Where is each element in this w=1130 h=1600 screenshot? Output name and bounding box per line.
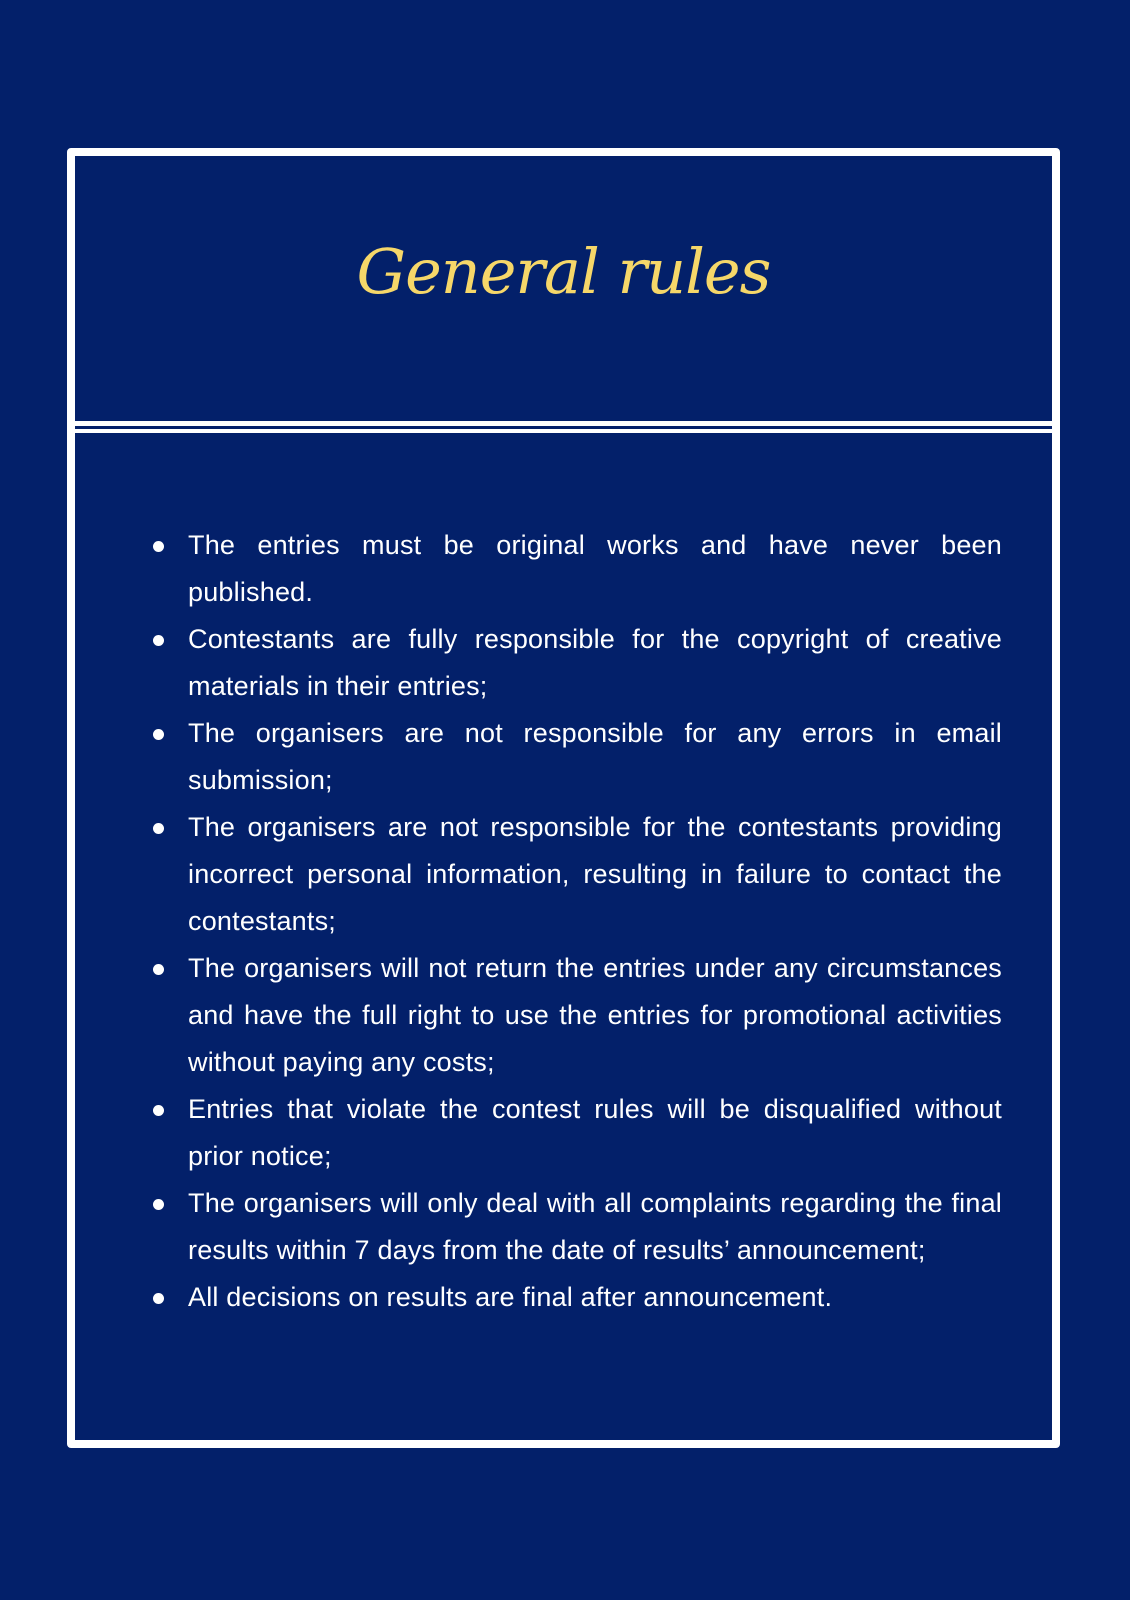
bullet-icon — [153, 1293, 164, 1304]
page-title: General rules — [356, 235, 771, 308]
bullet-icon — [153, 635, 164, 646]
list-item — [188, 522, 1002, 616]
rule-text: The organisers are not responsible for any errors in email submission; — [188, 718, 1002, 795]
rule-text: Entries that violate the contest rules will be disqualified without prior notice; — [188, 1094, 1002, 1171]
rule-text: All decisions on results are final after announcement. — [188, 1282, 833, 1312]
rules-frame — [67, 148, 1060, 1448]
bullet-icon — [153, 1199, 164, 1210]
list-item — [188, 1180, 1002, 1274]
list-item — [188, 1086, 1002, 1180]
title-box — [75, 156, 1052, 426]
rule-text: The entries must be original works and have never been published. — [188, 530, 1002, 607]
rules-list — [188, 522, 1002, 1321]
rule-text: The organisers will not return the entries under any circumstances and have the full right to use the entries for promotional activities without paying any costs; — [188, 953, 1002, 1077]
bullet-icon — [153, 729, 164, 740]
list-item — [188, 1274, 1002, 1321]
divider — [75, 429, 1052, 433]
bullet-icon — [153, 1105, 164, 1116]
bullet-icon — [153, 541, 164, 552]
list-item — [188, 616, 1002, 710]
list-item — [188, 804, 1002, 945]
rule-text: The organisers will only deal with all complaints regarding the final results within 7 days from the date of results’ announcement; — [188, 1188, 1002, 1265]
bullet-icon — [153, 964, 164, 975]
rule-text: The organisers are not responsible for the contestants providing incorrect personal information, resulting in failure to contact the contestants; — [188, 812, 1002, 936]
rule-text: Contestants are fully responsible for the copyright of creative materials in their entries; — [188, 624, 1002, 701]
bullet-icon — [153, 823, 164, 834]
list-item — [188, 945, 1002, 1086]
list-item — [188, 710, 1002, 804]
